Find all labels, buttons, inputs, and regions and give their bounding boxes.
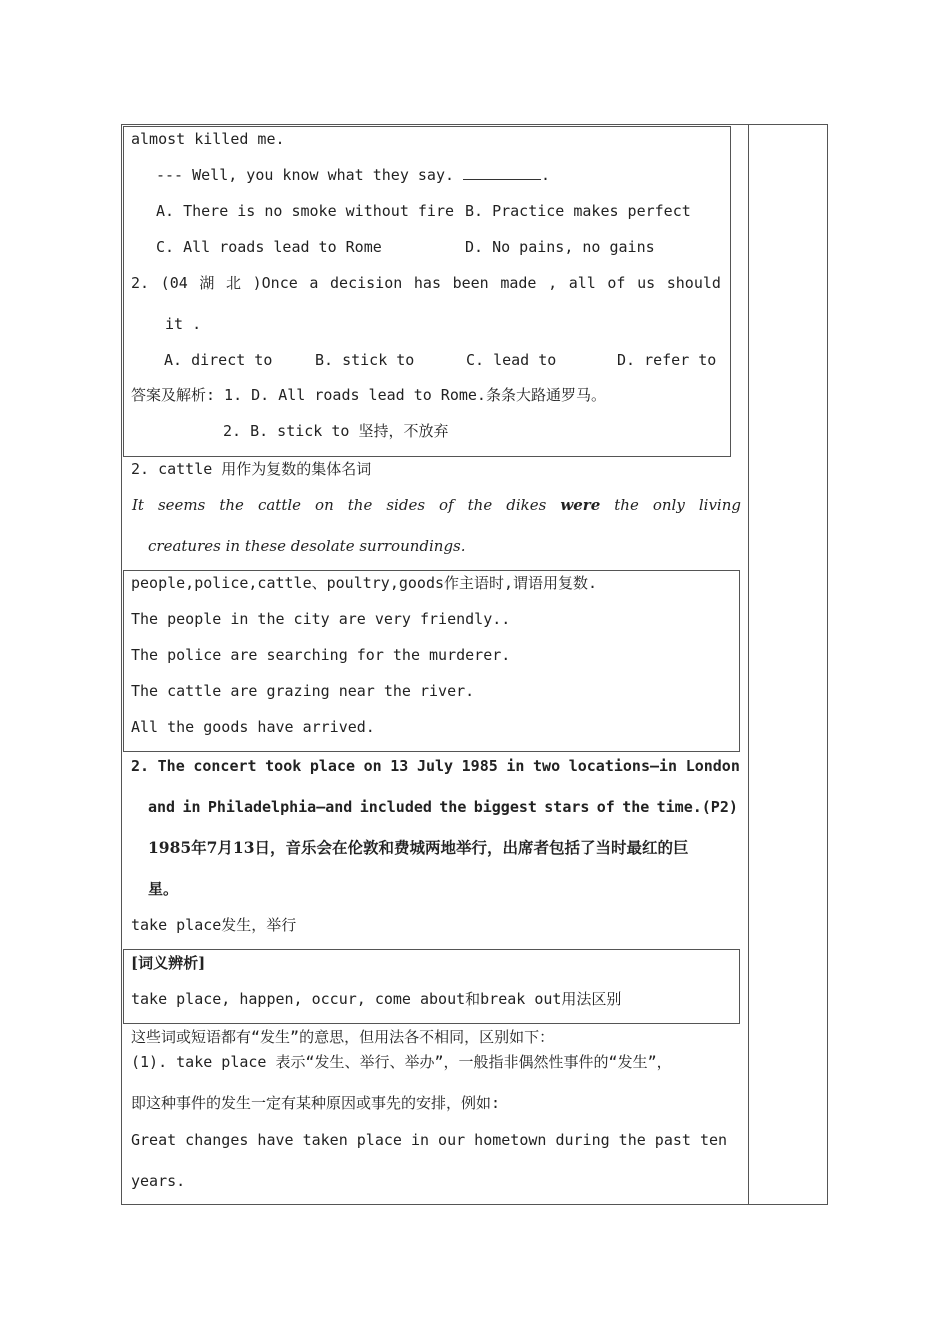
collective-example: All the goods have arrived. [131,718,375,736]
collective-example: The police are searching for the murderer. [131,646,511,664]
q2-word: has [413,274,441,292]
q1-reply [156,165,550,185]
explain-line-1: 这些词或短语都有“发生”的意思，但用法各不相同，区别如下： [131,1028,555,1046]
concert-word: Philadelphia—and [207,798,353,816]
concert-word: concert [193,757,257,775]
q2-word: us [637,274,656,292]
concert-word: London [685,757,740,775]
example-word: the [219,496,244,514]
q2-word: made [500,274,537,292]
example-word: sides [386,496,426,514]
q1-reply-text: --- Well, you know what they say. [156,166,455,184]
concert-word: biggest [473,798,537,816]
concert-word: in [182,798,201,816]
explain-line-2: (1). take place 表示“发生、举行、举办”，一般指非偶然性事件的“发生”， [131,1053,672,1071]
example-word: only [652,496,685,514]
example-word: dikes [506,496,547,514]
explain-example-cont: years. [131,1172,186,1190]
concert-word: two [533,757,561,775]
q2-stem [131,273,721,293]
concert-word: took [265,757,302,775]
cattle-example-cont: creatures in these desolate surroundings. [148,537,466,555]
concert-translation-cont: 星。 [148,880,179,898]
q2-word: , [548,274,558,292]
q1-option-b: B. Practice makes perfect [465,202,691,220]
q1-option-a: A. There is no smoke without fire [156,202,455,220]
q2-word: 北 [226,274,242,292]
example-word-emphasis: were [560,496,601,514]
concert-word: stars [544,798,590,816]
concert-word: on [363,757,382,775]
concert-word: the [622,798,650,816]
q2-word: all [568,274,596,292]
example-word: of [439,496,454,514]
q1-tail: almost killed me. [131,130,285,148]
concert-sentence [131,756,740,776]
answer-line-1: 答案及解析: 1. D. All roads lead to Rome.条条大路通罗马。 [131,386,606,404]
q2-continuation: it . [165,315,202,333]
q1-option-c: C. All roads lead to Rome [156,238,382,256]
q2-option-d: D. refer to [617,351,717,369]
word-distinction-title: [词义辨析] [131,954,206,972]
concert-word: July [416,757,454,775]
example-word: seems [157,496,206,514]
answer-line-2: 2. B. stick to 坚持，不放弃 [223,422,449,440]
word-distinction-content: take place, happen, occur, come about和break out用法区别 [131,990,622,1008]
concert-word: and [148,798,176,816]
concert-word: 2. [131,757,150,775]
q2-option-a: A. direct to [164,351,273,369]
q2-word: decision [330,274,403,292]
q1-option-d: D. No pains, no gains [465,238,655,256]
q2-option-b: B. stick to [315,351,415,369]
concert-word: included [359,798,432,816]
q2-word: of [607,274,626,292]
example-word: on [315,496,334,514]
concert-word: in [506,757,525,775]
concert-word: the [439,798,467,816]
concert-word: locations—in [568,757,678,775]
concert-sentence-cont [148,797,738,817]
concert-word: place [309,757,356,775]
take-place-definition: take place发生，举行 [131,916,297,934]
q2-word: 湖 [199,274,215,292]
q1-reply-end: . [541,166,551,184]
collective-example: The people in the city are very friendly.. [131,610,511,628]
q2-word: 2. [131,274,150,292]
table-column-divider [748,124,749,1205]
cattle-example [132,495,741,515]
answer-blank [463,165,541,180]
example-word: the [614,496,639,514]
q2-word: )Once [252,274,298,292]
concert-translation: 1985年7月13日，音乐会在伦敦和费城两地举行，出席者包括了当时最红的巨 [148,838,689,857]
example-word: the [347,496,373,514]
q2-word: been [452,274,489,292]
explain-example: Great changes have taken place in our hometown during the past ten [131,1131,728,1149]
concert-word: of [596,798,615,816]
collective-example: The cattle are grazing near the river. [131,682,475,700]
example-word: the [467,496,493,514]
concert-word: 1985 [461,757,498,775]
explain-line-3: 即这种事件的发生一定有某种原因或事先的安排，例如: [131,1094,501,1112]
example-word: living [698,496,741,514]
concert-word: The [157,757,185,775]
example-word: cattle [257,496,302,514]
q2-word: should [666,274,721,292]
q2-word: (04 [160,274,188,292]
q2-word: a [309,274,319,292]
concert-word: 13 [390,757,409,775]
q2-option-c: C. lead to [466,351,557,369]
concert-word: time.(P2) [656,798,738,816]
word-distinction-box [123,949,740,1024]
example-word: It [132,496,144,514]
cattle-heading: 2. cattle 用作为复数的集体名词 [131,460,372,478]
collective-rule: people,police,cattle、poultry,goods作主语时,谓语用复数. [131,574,598,592]
